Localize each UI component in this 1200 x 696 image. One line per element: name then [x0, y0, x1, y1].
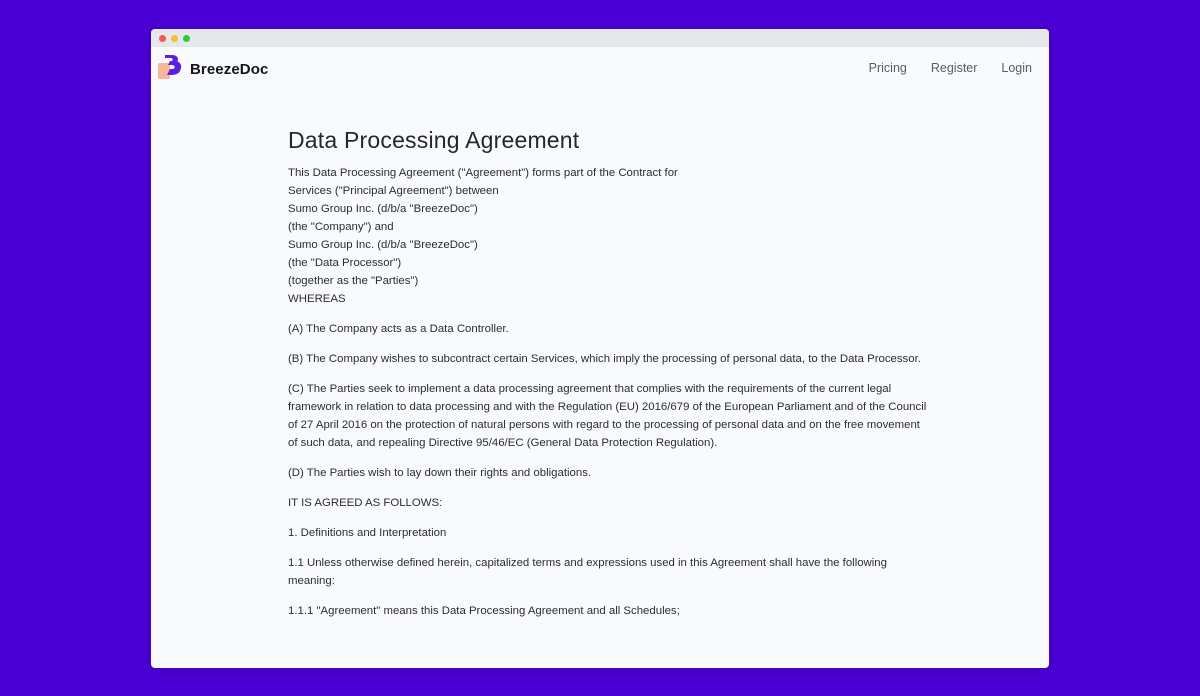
paragraph: 1.1.1 "Agreement" means this Data Processing Agreement and all Schedules;	[288, 605, 680, 617]
document-content	[288, 127, 928, 631]
intro-line: (together as the "Parties")	[288, 275, 419, 287]
intro-block	[288, 164, 928, 308]
paragraph: (A) The Company acts as a Data Controller.	[288, 323, 509, 335]
intro-line: (the "Data Processor")	[288, 257, 402, 269]
intro-line: Sumo Group Inc. (d/b/a "BreezeDoc")	[288, 203, 478, 215]
nav-links	[845, 61, 1032, 75]
window-titlebar	[151, 29, 1049, 47]
nav-link-register[interactable]: Register	[930, 61, 978, 75]
brand-name: BreezeDoc	[190, 60, 269, 78]
paragraph: 1.1 Unless otherwise defined herein, capitalized terms and expressions used in this Agreement shall have the following meaning:	[288, 557, 887, 587]
intro-line: Sumo Group Inc. (d/b/a "BreezeDoc")	[288, 239, 478, 251]
brand-logo-link[interactable]	[158, 55, 268, 83]
intro-line: WHEREAS	[288, 293, 346, 305]
nav-link-pricing[interactable]: Pricing	[868, 61, 907, 75]
top-navbar	[151, 47, 1049, 91]
paragraph: 1. Definitions and Interpretation	[288, 527, 447, 539]
minimize-window-dot[interactable]	[171, 35, 178, 42]
close-window-dot[interactable]	[159, 35, 166, 42]
paragraph: IT IS AGREED AS FOLLOWS:	[288, 497, 443, 509]
maximize-window-dot[interactable]	[183, 35, 190, 42]
paragraph: (D) The Parties wish to lay down their rights and obligations.	[288, 467, 592, 479]
intro-line: Services ("Principal Agreement") between	[288, 185, 499, 197]
intro-line: This Data Processing Agreement ("Agreement") forms part of the Contract for	[288, 167, 678, 179]
intro-line: (the "Company") and	[288, 221, 394, 233]
page-title: Data Processing Agreement	[288, 127, 580, 153]
breezedoc-logo-icon	[158, 55, 184, 83]
paragraph: (C) The Parties seek to implement a data processing agreement that complies with the requirements of the current legal framework in relation to data processing and with the Regulation (EU) 2016/679 of the European Parliament and of the Council of 27 April 2016 on the protection of natural persons with regard to the processing of personal data and on the free movement of such data, and repealing Directive 95/46/EC (General Data Protection Regulation).	[288, 383, 927, 449]
nav-link-login[interactable]: Login	[1001, 61, 1032, 75]
paragraph: (B) The Company wishes to subcontract certain Services, which imply the processing of personal data, to the Data Processor.	[288, 353, 921, 365]
browser-window	[151, 29, 1049, 668]
